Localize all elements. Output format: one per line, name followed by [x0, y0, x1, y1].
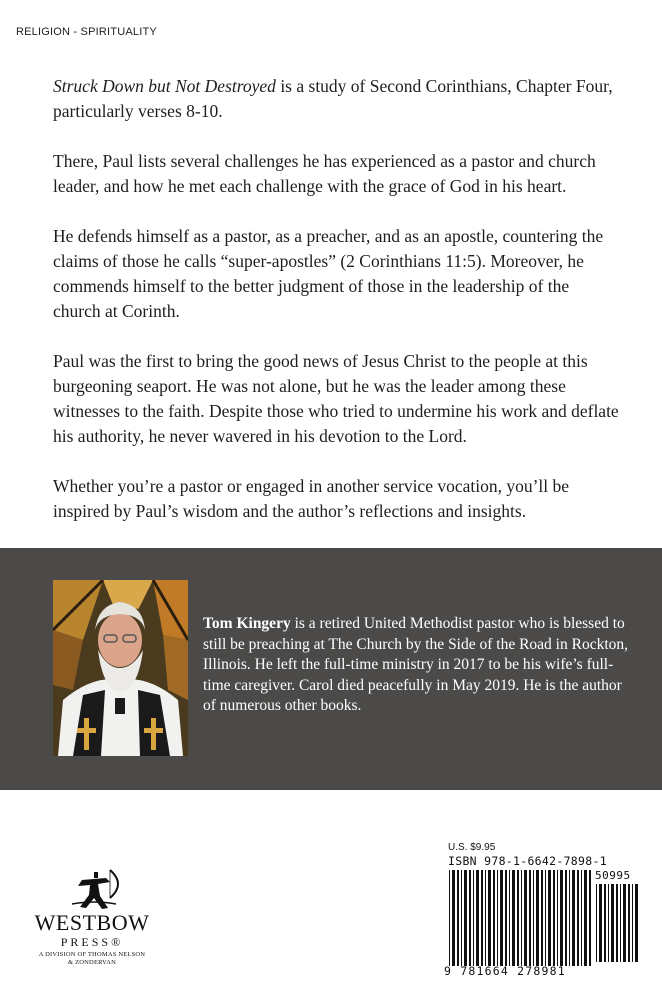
barcode-bar	[545, 870, 546, 966]
barcode-bar	[604, 884, 606, 962]
author-bio	[203, 614, 633, 717]
barcode-bar	[616, 884, 618, 962]
book-title: Struck Down but Not Destroyed	[53, 76, 276, 96]
barcode-bar	[628, 884, 630, 962]
barcode-bar	[584, 870, 587, 966]
barcode-bar	[541, 870, 543, 966]
ean-barcode	[448, 870, 593, 966]
barcode-bar	[524, 870, 527, 966]
barcode-bar	[557, 870, 558, 966]
barcode-bar	[577, 870, 579, 966]
publisher-division	[22, 951, 162, 967]
barcode-bar	[596, 884, 597, 962]
publisher-name: WESTBOW	[34, 910, 150, 935]
isbn-label: ISBN 978-1-6642-7898-1	[448, 854, 607, 868]
barcode-bar	[464, 870, 467, 966]
barcode-bar	[485, 870, 486, 966]
barcode-bar	[461, 870, 462, 966]
barcode-bar	[509, 870, 510, 966]
author-name: Tom Kingery	[203, 615, 291, 632]
barcode-bar	[581, 870, 582, 966]
blurb-paragraph-3: He defends himself as a pastor, as a preacher, and as an apostle, countering the claims of those he calls “super-apostles” (2 Corinthians 11:5). Moreover, he commends himself to the better judgment of those in the leadership of the church at Corinth.	[53, 226, 604, 321]
barcode-bar	[533, 870, 534, 966]
barcode-bar	[623, 884, 626, 962]
barcode-bar	[632, 884, 633, 962]
author-bio-band	[0, 548, 662, 790]
barcode-bar	[505, 870, 507, 966]
barcode-bar	[635, 884, 638, 962]
barcode-bar	[449, 870, 450, 966]
barcode-block	[444, 840, 644, 980]
barcode-bar	[620, 884, 621, 962]
barcode-bar	[473, 870, 474, 966]
blurb-paragraph-1	[53, 74, 619, 124]
barcode-bar	[500, 870, 503, 966]
barcode-bar	[548, 870, 551, 966]
blurb-paragraph-2: There, Paul lists several challenges he has experienced as a pastor and church leader, and how he met each challenge with the grace of God in his heart.	[53, 151, 596, 196]
barcode-bar	[608, 884, 609, 962]
barcode-bar	[589, 870, 591, 966]
barcode-bar	[521, 870, 522, 966]
barcode-bar	[481, 870, 483, 966]
barcode-bar	[517, 870, 519, 966]
barcode-bar	[493, 870, 495, 966]
publisher-division-line-1: A DIVISION OF THOMAS NELSON	[38, 951, 146, 958]
blurb-paragraph-1-text: is a study of Second Corinthians, Chapter Four, particularly verses 8-10.	[53, 76, 613, 121]
barcode-bar	[560, 870, 563, 966]
barcode-bar	[553, 870, 555, 966]
price-addon-barcode	[595, 884, 640, 962]
author-bio-text: is a retired United Methodist pastor who is blessed to still be preaching at The Church by the Side of the Road in Rockton, Illinois. He left the full-time ministry in 2017 to be his wife’s full-time caregiver. Carol died peacefully in May 2019. He is the author of numerous other books.	[203, 615, 629, 714]
back-cover-blurb	[53, 74, 619, 549]
barcode-bar	[529, 870, 531, 966]
publisher-press: PRESS®	[60, 935, 124, 949]
barcode-bar	[476, 870, 479, 966]
author-photo	[53, 580, 188, 756]
barcode-bar	[572, 870, 575, 966]
westbow-figure-icon	[54, 868, 134, 910]
barcode-bar	[452, 870, 455, 966]
barcode-bar	[599, 884, 602, 962]
barcode-bar	[565, 870, 567, 966]
price-label: U.S. $9.95	[448, 842, 496, 853]
barcode-bar	[512, 870, 515, 966]
barcode-bar	[611, 884, 614, 962]
publisher-logo	[22, 868, 162, 978]
ean-digits: 9 781664 278981	[444, 964, 566, 978]
barcode-bar	[488, 870, 491, 966]
publisher-division-line-2: & ZONDERVAN	[68, 959, 116, 966]
barcode-bar	[457, 870, 459, 966]
category-label: RELIGION - SPIRITUALITY	[16, 26, 157, 38]
barcode-bar	[497, 870, 498, 966]
price-code: 50995	[595, 869, 631, 882]
barcode-bar	[469, 870, 471, 966]
blurb-paragraph-5: Whether you’re a pastor or engaged in another service vocation, you’ll be inspired by Paul’s wisdom and the author’s reflections and insights.	[53, 476, 570, 521]
barcode-bar	[536, 870, 539, 966]
blurb-paragraph-4: Paul was the first to bring the good news of Jesus Christ to the people at this burgeoning seaport. He was not alone, but he was the leader among these witnesses to the faith. Despite those who tried to undermine his work and deflate his authority, he never wavered in his devotion to the Lord.	[53, 351, 619, 446]
barcode-bar	[569, 870, 570, 966]
